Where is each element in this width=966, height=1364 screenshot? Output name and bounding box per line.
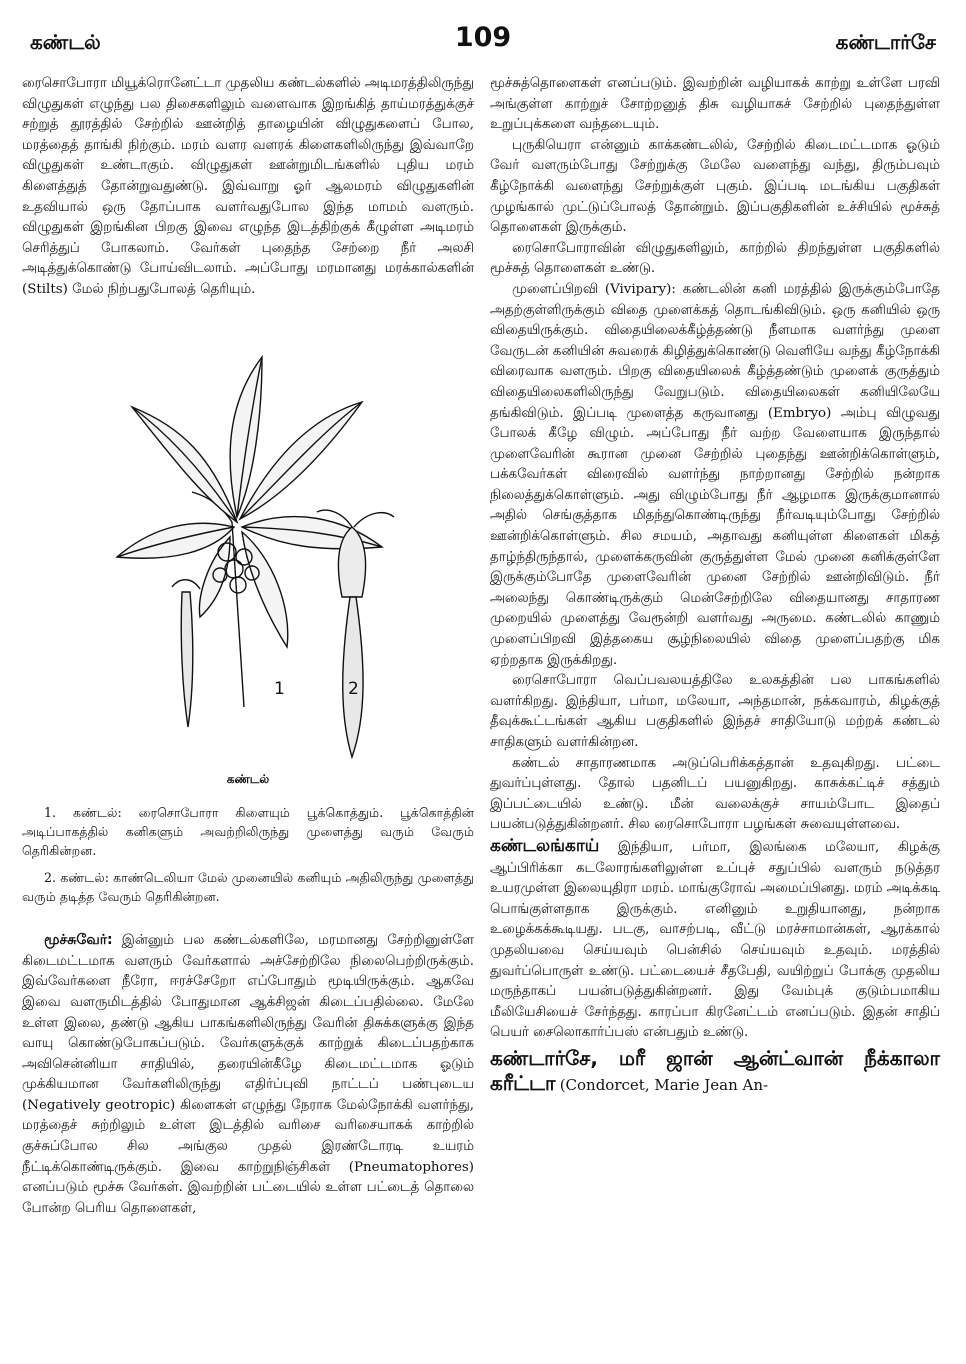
term-condorcet: கண்டார்சே, மரீ ஜான் ஆன்ட்வான் நீக்காலா கரீட்டா — [490, 1045, 940, 1095]
figure-label-1: 1 — [274, 678, 285, 699]
condorcet-text: (Condorcet, Marie Jean An- — [559, 1075, 769, 1094]
paragraph-breathing-roots — [22, 930, 474, 1219]
mangrove-plant-illustration-icon — [22, 307, 474, 767]
breathing-roots-text: இன்னும் பல கண்டல்களிலே, மரமானது சேற்றினுள்ளே கிடைமட்டமாக வளரும் வேர்களால் அச்சேற்றிலே நிலைபெற்றிருக்கும். இவ்வேர்களை நீரோ, ஈரச்சேறோ எப்போதும் மூடியிருக்கும். ஆகவே இவை வளருமிடத்தில் போதுமான ஆக்சிஜன் கிடைப்பதில்லை. மேலே உள்ள இலை, தண்டு ஆகிய பாகங்களிலிருந்து வேரின் திசுக்களுக்கு இந்த வாயு கொண்டுபோகப்படும். வேர்களுக்குக் காற்றுக் கிடைப்பதற்காக அவிசென்னியா சாதியில், தரையின்கீழே கிடைமட்டமாக ஓடும் முக்கியமான வேர்களிலிருந்து எதிர்ப்புவி நாட்டப் பண்புடைய (Negatively geotropic) கிளைகள் எழுந்து நேராக மேல்நோக்கி வளர்ந்து, மரத்தைச் சுற்றிலும் உள்ள இடத்தில் வரிசை வரிசையாகக் காற்றில் குச்சுப்போல சில அங்குல முதல் இரண்டோரடி உயரம் நீட்டிக்கொண்டிருக்கும். இவை காற்றுநிஞ்சிகள் (Pneumatophores) எனப்படும் மூச்சு வேர்கள். இவற்றின் பட்டையில் உள்ள பட்டைத் தொலை போன்ற பெரிய தொளைகள், — [22, 933, 474, 1216]
paragraph-distribution: ரைசொபோரா வெப்பவலயத்திலே உலகத்தின் பல பாகங்களில் வளர்கிறது. இந்தியா, பர்மா, மலேயா, அந்தமான், நக்கவாரம், கிழக்குத் தீவுக்கூட்டங்கள் ஆகிய பகுதிகளில் இந்தச் சாதியோடு மற்றக் கண்டல் சாதிகளும் வளர்கின்றன. — [490, 673, 940, 750]
left-column — [22, 74, 474, 1219]
paragraph-stilts: ரைசொபோரா மியூக்ரொனேட்டா முதலிய கண்டல்களில் அடிமரத்திலிருந்து விழுதுகள் எழுந்து பல திசைகளிலும் வளைவாக இறங்கித் தாய்மரத்துக்குச் சற்றுத் தூரத்தில் சேற்றில் ஊன்றித் தாழையின் விழுதுகளைப் போல, மரத்தைத் தாங்கி நிற்கும். மரம் வளர வளரக் கிளைகளிலிருந்து இவ்வாறே விழுதுகள் உண்டாகும். விழுதுகள் ஊன்றுமிடங்களில் புதிய மரம் கிளைத்துத் தோன்றுவதுண்டு. இவ்வாறு ஓர் ஆலமரம் விழுதுகளின் உதவியால் ஒரு தோப்பாக வளர்வதுபோல இந்த மாமம் வளரும். விழுதுகள் இறங்கின பிறகு இவை எழுந்த இடத்திற்குக் கீழுள்ள அடிமரம் செரித்துப் போகலாம். வேர்கள் புதைந்த சேற்றை நீர் அலசி அடித்துக்கொண்டு போய்விடலாம். அப்போது மரமானது மரக்கால்களின் (Stilts) மேல் நிற்பதுபோலத் தெரியும். — [22, 76, 474, 297]
kandalangai-text: இந்தியா, பர்மா, இலங்கை மலேயா, கிழக்கு ஆப்பிரிக்கா கடலோரங்களிலுள்ள உப்புச் சதுப்பில் வளரும் நடுத்தர உயரமுள்ள இலையுதிரா மரம். மாங்குரோவ் அமைப்பினது. மரம் அடிக்கடி பொங்குள்ளதாக இருக்கும். எனினும் உறுதியானது, நன்றாக உழைக்கக்கூடியது. படகு, வாசற்படி, வீட்டு மரச்சாமான்கள், ஆரக்கால் முதலியவை செய்யவும் பென்சில் செய்யவும் உதவும். மரத்தில் துவர்ப்பொருள் உண்டு. பட்டையைச் சீதபேதி, வயிற்றுப் போக்கு முதலிய மருந்தாகப் பயன்படுத்துகின்றனர். இது வேம்புக் குடும்பமாகிய மீலியேசியைச் சேர்ந்தது. காரப்பா கிரனேட்டம் எனப்படும். இதன் சாதிப் பெயர் சைலொகார்ப்பஸ் என்பதும் உண்டு. — [490, 839, 940, 1041]
running-head-left: கண்டல் — [30, 30, 101, 54]
paragraph-pores: மூச்சுத்தொளைகள் எனப்படும். இவற்றின் வழியாகக் காற்று உள்ளே பரவி அங்குள்ள காற்றுச் சோற்றனுத் திசு வழியாகச் சேற்றில் புதைந்துள்ள உறுப்புக்களை வந்தடையும். — [490, 76, 940, 133]
figure-caption-1: 1. கண்டல்: ரைசொபோரா கிளையும் பூக்கொத்தும். பூக்கொத்தின் அடிப்பாகத்தில் கனிகளும் அவற்றிலிருந்து முளைத்து வரும் வேரும் தெரிகின்றன. — [22, 805, 474, 859]
right-column — [490, 74, 940, 1097]
term-breathing-roots: மூச்சுவேர்: — [44, 932, 113, 949]
figure-label-2: 2 — [348, 678, 359, 699]
paragraph-uses: கண்டல் சாதாரணமாக அடுப்பெரிக்கத்தான் உதவுகிறது. பட்டை துவர்ப்புள்ளது. தோல் பதனிடப் பயனுகிறது. காசுக்கட்டிச் சத்தும் இப்பட்டையில் உண்டு. மீன் வலைக்குச் சாயம்போட இதைப் பயன்படுத்துகின்றனர். சில ரைசொபோரா பழங்கள் சுவையுள்ளவை. — [490, 755, 940, 833]
paragraph-vivipary: முளைப்பிறவி (Vivipary): கண்டலின் கனி மரத்தில் இருக்கும்போதே அதற்குள்ளிருக்கும் விதை முளைக்கத் தொடங்கிவிடும். ஒரு கனியில் ஒரு விதையிருக்கும். விதையிலைக்கீழ்த்தண்டு நீளமாக வளர்ந்து முளை வேருடன் கனியின் சுவரைக் கிழித்துக்கொண்டு வெளியே வந்து கீழ்நோக்கி விரைவாக வளரும். பிறகு விதையிலைக் கீழ்த்தண்டும் முளைக் குருத்தும் விதையிலைகளிலிருந்து வேறுபடும். விதையிலைகள் கனியிலேயே தங்கிவிடும். இப்படி முளைத்த கருவானது (Embryo) அம்பு விழுவது போலக் கீழே விழும். அப்போது நீர் வற்ற வேளையாக இருந்தால் முளைவேரின் கூரான முனை சேற்றில் புதைந்து ஊன்றிக்கொள்ளும், பக்கவேர்கள் விரைவில் வளர்ந்து நாற்றானது சேற்றில் நன்றாக நிலைத்துக்கொள்ளும். அது விழும்போது நீர் ஆழமாக இருக்குமானால் அதில் செங்குத்தாக மிதந்துகொண்டிருந்து நீர்வடியும்போது சேற்றில் ஊன்றிக்கொள்ளும். சில சமயம், அதாவது கனியுள்ள கிளைகள் மிகத் தாழ்ந்திருந்தால், முளைக்கருவின் குருத்துள்ள மேல் முனை கனிக்குள்ளே இருக்கும்போதே முளைவேரின் முனை சேற்றில் ஊன்றிவிடும். நீர் அலைந்து கொண்டிருக்கும் மென்சேற்றிலே விதையானது சாதாரண முறையில் முளைத்து வேரூன்றி வளர்வது அருமை. கண்டலில் காணும் முளைப்பிறவி இத்தகைய சூழ்நிலையில் விதை முளைப்பதற்கு மிக ஏற்றதாக இருக்கிறது. — [490, 281, 940, 668]
running-head-right: கண்டார்சே — [835, 30, 936, 54]
paragraph-bruguiera: புருகியெரா என்னும் காக்கண்டலில், சேற்றில் கிடைமட்டமாக ஓடும் வேர் வளரும்போது சேற்றுக்கு மேலே வளைந்து வந்து, திரும்பவும் கீழ்நோக்கி வளைந்து சேற்றுக்குள் புகும். இப்படி மடங்கிய பகுதிகள் முழங்கால் முட்டுப்போலத் தோன்றும். இப்பகுதிகளின் உச்சியில் மூச்சுத் தொளைகள் இருக்கும். — [490, 137, 940, 236]
page-header — [30, 22, 936, 62]
mangrove-figure — [22, 307, 474, 767]
term-kandalangai: கண்டலங்காய் — [490, 835, 600, 856]
figure-title: கண்டல் — [226, 771, 270, 786]
paragraph-rhizophora-pores: ரைசொபோராவின் விழுதுகளிலும், காற்றில் திறந்துள்ள பகுதிகளில் மூச்சுத் தொளைகள் உண்டு. — [490, 240, 940, 277]
entry-condorcet — [490, 1045, 940, 1097]
figure-caption-2: 2. கண்டல்: காண்டெலியா மேல் முனையில் கனியும் அதிலிருந்து முளைத்து வரும் தடித்த வேரும் தெரிகின்றன. — [22, 870, 474, 905]
entry-kandalangai — [490, 836, 940, 1044]
page-number: 109 — [454, 22, 512, 53]
